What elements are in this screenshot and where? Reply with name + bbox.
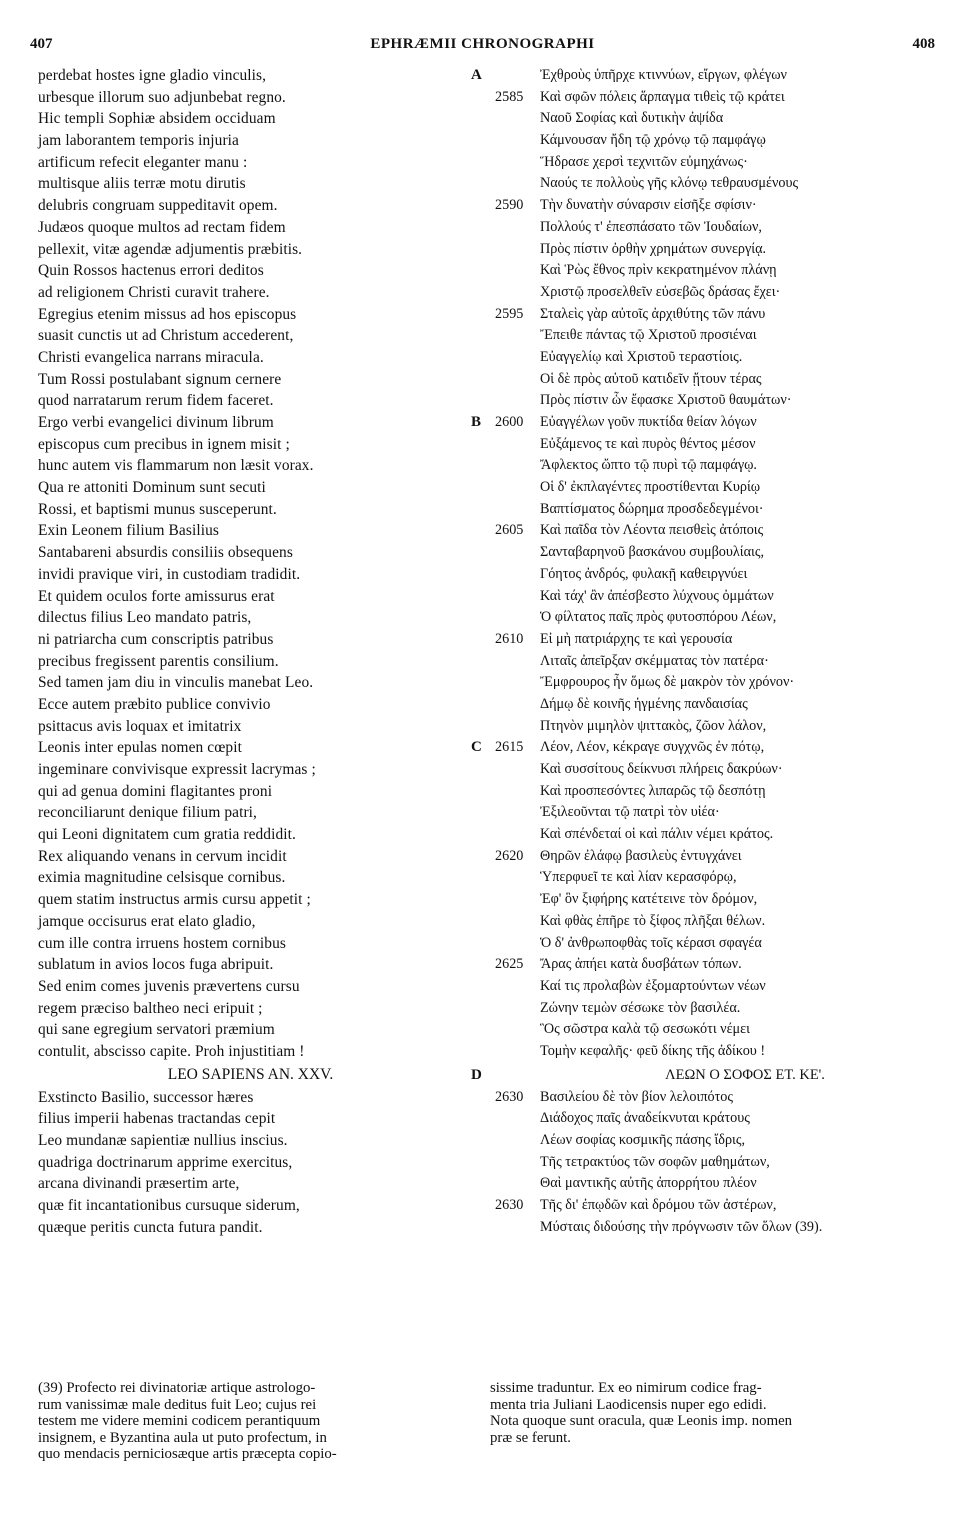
greek-line: [490, 347, 940, 369]
greek-verse-text: Οἱ δὲ πρὸς αὐτοῦ κατιδεῖν ᾔτουν τέρας: [540, 370, 762, 387]
greek-verse-text: Ἐφ' ὃν ξιφήρης κατέτεινε τὸν δρόμον,: [540, 891, 758, 908]
greek-verse-text: Καὶ συσσίτους δείκνυσι πλήρεις δακρύων·: [540, 761, 783, 777]
greek-line: [490, 217, 940, 239]
greek-line: [490, 1130, 940, 1152]
latin-line: contulit, abscisso capite. Proh injustitiam !: [38, 1042, 305, 1060]
latin-line: Leo mundanæ sapientiæ nullius inscius.: [38, 1132, 288, 1149]
greek-line: [490, 1041, 940, 1063]
latin-line: Et quidem oculos forte amissurus erat: [38, 587, 275, 605]
greek-line: [490, 1152, 940, 1174]
greek-line: [490, 369, 940, 391]
latin-line: Quin Rossos hactenus errori deditos: [38, 262, 264, 280]
greek-verse-text: Σανταβαρηνοῦ βασκάνου συμβουλίαις,: [540, 544, 765, 561]
greek-verse-text: Ζώνην τεμὼν σέσωκε τὸν βασιλέα.: [540, 999, 741, 1016]
greek-line: [490, 239, 940, 261]
greek-line: [490, 282, 940, 304]
greek-verse-text: Λιταῖς ἀπεῖρξαν σκέμματας τὸν πατέρα·: [540, 652, 769, 669]
latin-line: Ecce autem præbito publice convivio: [38, 695, 271, 713]
footnote-right: [490, 1380, 935, 1446]
greek-verse-text: Διάδοχος παῖς ἀναδείκνυται κράτους: [540, 1110, 750, 1127]
verse-number: 2630: [495, 1197, 524, 1214]
verse-number: 2600: [495, 414, 524, 430]
greek-verse-text: Τὴν δυνατὴν σύναρσιν εἰσῆξε σφίσιν·: [540, 197, 757, 214]
greek-verse-text: Ὁ δ' ἀνθρωποφθὰς τοῖς κέρασι σφαγέα: [540, 934, 762, 951]
latin-line: sublatum in avios locos fuga abripuit.: [38, 956, 274, 974]
latin-line: jamque occisurus erat elato gladio,: [38, 912, 256, 930]
latin-line: urbesque illorum suo adjunbebat regno.: [38, 88, 286, 106]
latin-line: dilectus filius Leo mandato patris,: [38, 609, 252, 627]
latin-line: perdebat hostes igne gladio vinculis,: [38, 67, 267, 84]
greek-line: [490, 911, 940, 933]
page-number-left: 407: [30, 36, 53, 52]
greek-line: [490, 824, 940, 846]
greek-line: [490, 759, 940, 781]
greek-line: [490, 195, 940, 217]
latin-line: invidi pravique viri, in custodiam tradidit.: [38, 565, 301, 583]
greek-line: [490, 477, 940, 499]
latin-line: quod narratarum rerum fidem faceret.: [38, 392, 274, 410]
latin-line: arcana divinandi præsertim arte,: [38, 1175, 240, 1193]
verse-number: 2595: [495, 305, 524, 322]
latin-line: delubris congruam suppeditavit opem.: [38, 197, 278, 215]
verse-number: 2605: [495, 522, 524, 539]
greek-verse-text: Καὶ φθὰς ἐπῆρε τὸ ξίφος πλῆξαι θέλων.: [540, 912, 766, 929]
greek-line: [490, 846, 940, 868]
footnote-line: testem me videre memini codicem perantiquum: [38, 1413, 321, 1429]
greek-line: [490, 1087, 940, 1109]
greek-line: [490, 954, 940, 976]
greek-verse-text: Ναοῦ Σοφίας καὶ δυτικὴν ἀψίδα: [540, 110, 724, 127]
greek-verse-text: Δήμῳ δὲ κοινῆς ἡγμένης πανδαισίας: [540, 695, 748, 712]
verse-number: 2615: [495, 739, 524, 756]
margin-letter: A: [471, 67, 482, 83]
verse-number: 2610: [495, 630, 524, 647]
latin-line: qui Leoni dignitatem cum gratia reddidit.: [38, 826, 296, 844]
latin-line: Sed tamen jam diu in vinculis manebat Leo.: [38, 674, 314, 692]
latin-line: quæ fit incantationibus cursuque siderum,: [38, 1197, 300, 1215]
greek-verse-text: Καὶ σπένδεταί οἱ καὶ πάλιν νέμει κράτος.: [540, 826, 774, 843]
latin-line: quem statim instructus armis cursu appetit ;: [38, 891, 311, 909]
margin-letter: C: [471, 739, 482, 756]
latin-line: qui ad genua domini flagitantes proni: [38, 782, 273, 800]
greek-verse-text: Πτηνὸν μιμηλὸν ψιττακὸς, ζῶον λάλον,: [540, 717, 767, 734]
greek-line: [490, 694, 940, 716]
greek-verse-text: Τῆς τετρακτύος τῶν σοφῶν μαθημάτων,: [540, 1153, 770, 1170]
section-heading-text: ΛΕΩΝ Ο ΣΟΦΟΣ ΕΤ. ΚΕ'.: [665, 1066, 825, 1083]
greek-column: [471, 65, 940, 1238]
section-heading-latin: LEO SAPIENS AN. XXV.: [167, 1065, 334, 1083]
greek-line: [490, 889, 940, 911]
latin-line: reconciliarunt denique filium patri,: [38, 804, 257, 822]
greek-verse-text: Ἄρας ἀπήει κατὰ δυσβάτων τόπων.: [540, 956, 742, 973]
greek-line: [490, 607, 940, 629]
latin-line: quadriga doctrinarum apprime exercitus,: [38, 1153, 293, 1171]
greek-verse-text: Καὶ Ῥὼς ἔθνος πρὶν κεκρατημένον πλάνῃ: [540, 262, 777, 279]
greek-verse-text: Βασιλείου δὲ τὸν βίον λελοιπότος: [540, 1088, 734, 1105]
verse-number: 2620: [495, 847, 524, 864]
footnote-line: rum vanissimæ male deditus fuit Leo; cujus rei: [38, 1396, 317, 1413]
footnote-line: quo mendacis perniciosæque artis præcepta copio-: [38, 1446, 337, 1462]
greek-verse-text: Γόητος ἀνδρός, φυλακῇ καθειργνύει: [540, 565, 748, 582]
page-number-right: 408: [912, 36, 935, 52]
latin-line: Ergo verbi evangelici divinum librum: [38, 414, 274, 431]
latin-line: precibus fregissent parentis consilium.: [38, 652, 279, 670]
greek-verse-text: Πρὸς πίστιν ὀρθὴν χρημάτων συνεργίᾳ.: [540, 240, 767, 257]
latin-line: Exstincto Basilio, successor hæres: [38, 1088, 254, 1106]
verse-number: 2585: [495, 88, 524, 105]
greek-line: [490, 173, 940, 195]
greek-verse-text: Λέον, Λέον, κέκραγε συγχνῶς ἐν πότῳ,: [540, 739, 765, 756]
greek-line: [471, 412, 940, 434]
latin-line: Santabareni absurdis consiliis obsequens: [38, 544, 293, 562]
footnote-line: præ se ferunt.: [490, 1429, 571, 1446]
greek-verse-text: Πρὸς πίστιν ὧν ἔφασκε Χριστοῦ θαυμάτων·: [540, 392, 792, 409]
latin-line: Hic templi Sophiæ absidem occiduam: [38, 110, 276, 128]
greek-line: [490, 260, 940, 282]
greek-verse-text: Ὑπερφυεῖ τε καὶ λίαν κερασφόρῳ,: [540, 869, 737, 886]
greek-line: [490, 781, 940, 803]
latin-line: ni patriarcha cum conscriptis patribus: [38, 630, 274, 648]
greek-line: [490, 651, 940, 673]
greek-line: [490, 1217, 940, 1239]
latin-line: psittacus avis loquax et imitatrix: [38, 717, 242, 735]
latin-line: regem præciso baltheo neci eripuit ;: [38, 999, 263, 1017]
running-header: [30, 36, 935, 56]
greek-line: [490, 434, 940, 456]
latin-line: Christi evangelica narrans miracula.: [38, 348, 264, 366]
greek-verse-text: Ὁ φίλτατος παῖς πρὸς φυτοσπόρου Λέων,: [540, 609, 777, 626]
greek-verse-text: Ἐξιλεοῦνται τῷ πατρὶ τὸν υἱέα·: [540, 804, 720, 821]
latin-line: Judæos quoque multos ad rectam fidem: [38, 218, 286, 236]
latin-line: ingeminare convivisque expressit lacrymas ;: [38, 761, 316, 778]
footnote-line: menta tria Juliani Laodicensis nuper ego edidi.: [490, 1396, 767, 1413]
greek-verse-text: Ἄφλεκτος ὤπτο τῷ πυρὶ τῷ παμφάγῳ.: [540, 457, 757, 474]
greek-line: [490, 998, 940, 1020]
margin-letter: D: [471, 1066, 482, 1083]
footnote-line: Nota quoque sunt oracula, quæ Leonis imp. nomen: [490, 1413, 793, 1429]
verse-number: 2630: [495, 1088, 524, 1105]
latin-line: Egregius etenim missus ad hos episcopus: [38, 305, 297, 323]
greek-line: [490, 152, 940, 174]
latin-line: hunc autem vis flammarum non læsit vorax.: [38, 457, 314, 475]
greek-verse-text: Εὐξάμενος τε καὶ πυρὸς θέντος μέσον: [540, 435, 756, 452]
greek-line: [490, 130, 940, 152]
greek-line: [490, 867, 940, 889]
greek-line: [490, 542, 940, 564]
greek-verse-text: Ἔπειθε πάντας τῷ Χριστοῦ προσιέναι: [540, 327, 757, 344]
latin-line: Rex aliquando venans in cervum incidit: [38, 847, 287, 865]
greek-verse-text: Ἥδρασε χερσὶ τεχνιτῶν εὐμηχάνως·: [540, 153, 748, 170]
greek-verse-text: Τῆς δι' ἐπῳδῶν καὶ δρόμου τῶν ἀστέρων,: [540, 1197, 777, 1214]
greek-line: [490, 304, 940, 326]
latin-line: Tum Rossi postulabant signum cernere: [38, 370, 282, 388]
greek-line: [490, 564, 940, 586]
greek-line: [490, 976, 940, 998]
greek-verse-text: Καὶ σφῶν πόλεις ἅρπαγμα τιθεὶς τῷ κράτει: [540, 88, 785, 105]
latin-line: multisque aliis terræ motu dirutis: [38, 175, 246, 193]
section-heading-greek: [471, 1063, 940, 1087]
greek-line: [490, 1108, 940, 1130]
latin-line: Qua re attoniti Dominum sunt secuti: [38, 479, 266, 497]
latin-line: filius imperii habenas tractandas cepit: [38, 1110, 276, 1128]
greek-line: [490, 586, 940, 608]
footnote-line: (39) Profecto rei divinatoriæ artique astrologo-: [38, 1380, 316, 1396]
greek-verse-text: Θαὶ μαντικῆς αὐτῆς ἀπορρήτου πλέον: [540, 1175, 757, 1192]
latin-line: Exin Leonem filium Basilius: [38, 522, 219, 540]
greek-verse-text: Εὐαγγέλων γοῦν πυκτίδα θείαν λόγων: [540, 414, 757, 430]
latin-line: Rossi, et baptismi munus susceperunt.: [38, 500, 277, 518]
greek-verse-text: Πολλούς τ' ἐπεσπάσατο τῶν Ἰουδαίων,: [540, 218, 762, 235]
greek-verse-text: Ναούς τε πολλοὺς γῆς κλόνῳ τεθραυσμένους: [540, 175, 799, 192]
greek-line: [490, 1173, 940, 1195]
greek-verse-text: Καὶ προσπεσόντες λιπαρῶς τῷ δεσπότῃ: [540, 782, 766, 799]
greek-line: [471, 737, 940, 759]
greek-line: [490, 802, 940, 824]
greek-verse-text: Θηρῶν ἐλάφῳ βασιλεὺς ἐντυγχάνει: [540, 847, 742, 864]
greek-verse-text: Εἰ μὴ πατριάρχης τε καὶ γερουσία: [540, 630, 733, 647]
greek-line: [490, 455, 940, 477]
latin-line: episcopus cum precibus in ignem misit ;: [38, 435, 290, 453]
latin-line: Leonis inter epulas nomen cœpit: [38, 739, 242, 757]
latin-line: suasit cunctis ut ad Christum accederent,: [38, 327, 294, 345]
greek-line: [490, 325, 940, 347]
greek-line: [490, 390, 940, 412]
greek-line: [490, 499, 940, 521]
latin-column: [38, 65, 463, 1238]
greek-verse-text: Λέων σοφίας κοσμικῆς πάσης ἴδρις,: [540, 1132, 746, 1148]
greek-verse-text: Ἔμφρουρος ἦν ὅμως δὲ μακρὸν τὸν χρόνον·: [540, 674, 795, 691]
greek-verse-text: Κάμνουσαν ἤδη τῷ χρόνῳ τῷ παμφάγῳ: [540, 132, 766, 149]
greek-line: [490, 520, 940, 542]
greek-line: [490, 672, 940, 694]
greek-verse-text: Οἱ δ' ἐκπλαγέντες προστίθενται Κυρίῳ: [540, 479, 761, 496]
greek-verse-text: Τομὴν κεφαλῆς· φεῦ δίκης τῆς ἀδίκου !: [540, 1042, 766, 1059]
greek-verse-text: Ἐχθροὺς ὑπῆρχε κτιννύων, εἴργων, φλέγων: [540, 67, 787, 83]
greek-verse-text: Ὃς σῶστρα καλὰ τῷ σεσωκότι νέμει: [540, 1021, 750, 1038]
latin-line: cum ille contra irruens hostem cornibus: [38, 934, 286, 952]
greek-line: [490, 1019, 940, 1041]
greek-verse-text: Βαπτίσματος δώρημα προσδεδεγμένοι·: [540, 500, 764, 517]
latin-line: ad religionem Christi curavit trahere.: [38, 283, 270, 301]
verse-number: 2625: [495, 956, 524, 973]
latin-line: Sed enim comes juvenis prævertens cursu: [38, 977, 300, 995]
latin-line: qui sane egregium servatori præmium: [38, 1021, 275, 1039]
latin-line: artificum refecit eleganter manu :: [38, 153, 248, 171]
running-title: EPHRÆMII CHRONOGRAPHI: [370, 36, 595, 52]
footnote-line: insignem, e Byzantina aula ut puto profectum, in: [38, 1429, 327, 1446]
greek-verse-text: Καὶ παῖδα τὸν Λέοντα πεισθεὶς ἀτόποις: [540, 522, 764, 539]
greek-line: [490, 1195, 940, 1217]
greek-verse-text: Εὐαγγελίῳ καὶ Χριστοῦ τεραστίοις.: [540, 348, 743, 365]
footnote-line: sissime traduntur. Ex eo nimirum codice frag-: [490, 1380, 762, 1396]
greek-verse-text: Καὶ τάχ' ἂν ἀπέσβεστο λύχνους ὀμμάτων: [540, 587, 774, 604]
margin-letter: B: [471, 414, 482, 430]
greek-verse-text: Καί τις προλαβὼν ἐξομαρτούντων νέων: [540, 977, 766, 994]
greek-verse-text: Μύσταις διδούσης τὴν πρόγνωσιν τῶν ὅλων (39).: [540, 1218, 823, 1235]
verse-number: 2590: [495, 197, 524, 214]
greek-line: [490, 716, 940, 738]
greek-line: [490, 87, 940, 109]
latin-line: eximia magnitudine celsisque cornibus.: [38, 869, 286, 887]
latin-line: jam laborantem temporis injuria: [38, 132, 239, 150]
latin-line: pellexit, vitæ agendæ adjumentis præbitis.: [38, 240, 303, 258]
latin-line: quæque peritis cuncta futura pandit.: [38, 1218, 263, 1236]
footnote-left: [38, 1380, 468, 1463]
greek-line: [471, 65, 940, 87]
greek-verse-text: Χριστῷ προσελθεῖν εὐσεβῶς δράσας ἔχει·: [540, 283, 781, 300]
greek-line: [490, 629, 940, 651]
greek-line: [490, 933, 940, 955]
greek-line: [490, 108, 940, 130]
greek-verse-text: Σταλεὶς γὰρ αὐτοῖς ἀρχιθύτης τῶν πάνυ: [540, 305, 766, 322]
